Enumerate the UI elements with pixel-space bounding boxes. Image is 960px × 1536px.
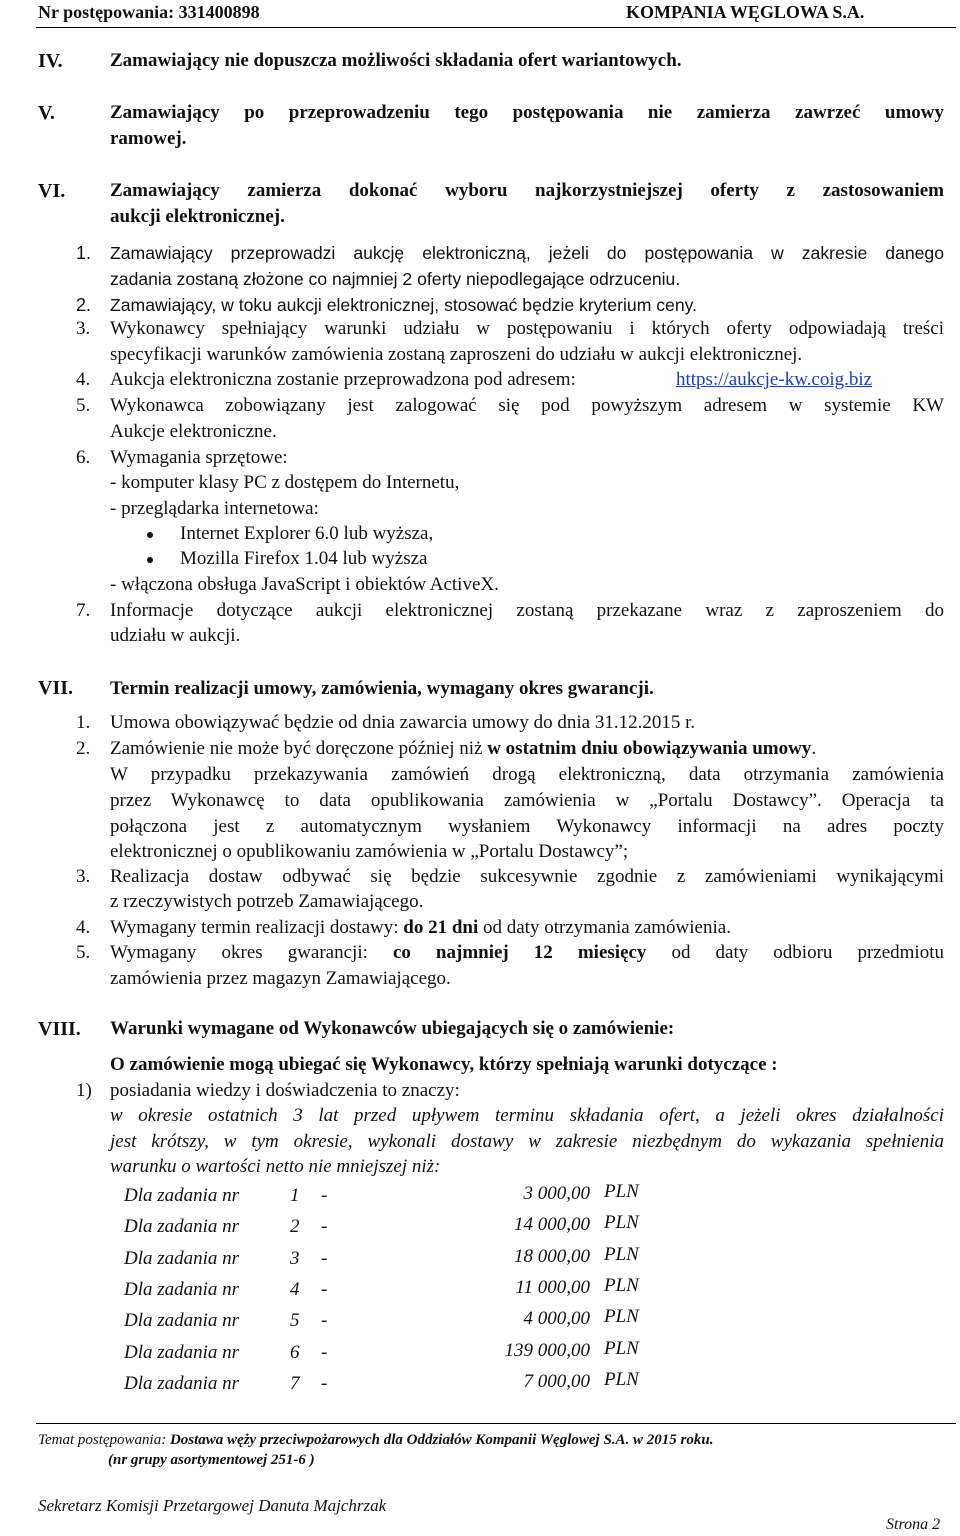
vi-item-4-number: 4. xyxy=(76,369,91,390)
vii-item-2-para-line3: połączona jest z automatycznym wysłaniem Wykonawcy informacji na adres poczty xyxy=(110,816,944,837)
vii-item-2-para-line1: W przypadku przekazywania zamówień drogą elektroniczną, data otrzymania zamówienia xyxy=(110,764,944,785)
vii-item-4-number: 4. xyxy=(76,917,91,938)
viii-item-1-number: 1) xyxy=(76,1080,92,1101)
task-number: 6 xyxy=(290,1341,300,1363)
vii-item-3-line2: z rzeczywistych potrzeb Zamawiającego. xyxy=(110,891,424,912)
viii-item-1-italic-line3: warunku o wartości netto nie mniejszej niż: xyxy=(110,1156,441,1177)
viii-item-1-text: posiadania wiedzy i doświadczenia to znaczy: xyxy=(110,1080,460,1101)
header-rule xyxy=(36,27,956,28)
footer-subject: Temat postępowania: Dostawa węży przeciwpożarowych dla Oddziałów Kompanii Węglowej S.A. w 2015 roku. xyxy=(38,1432,714,1448)
section-v-line2: ramowej. xyxy=(110,128,187,149)
task-value-row xyxy=(124,1306,664,1336)
task-dash: - xyxy=(321,1247,328,1269)
vi-item-5-line1: Wykonawca zobowiązany jest zalogować się pod powyższym adresem w systemie KW xyxy=(110,395,944,416)
section-viii-subtitle: O zamówienie mogą ubiegać się Wykonawcy, którzy spełniają warunki dotyczące : xyxy=(110,1054,778,1075)
vii-item-2-line1: Zamówienie nie może być doręczone później niż w ostatnim dniu obowiązywania umowy. xyxy=(110,738,817,759)
task-number: 2 xyxy=(290,1216,300,1238)
task-dash: - xyxy=(321,1310,328,1332)
task-dash: - xyxy=(321,1216,328,1238)
task-value-row xyxy=(124,1212,664,1242)
vi-item-6-line2: - komputer klasy PC z dostępem do Internetu, xyxy=(110,472,460,493)
section-viii-title: Warunki wymagane od Wykonawców ubiegających się o zamówienie: xyxy=(110,1018,675,1039)
vii-item-2-para-line4: elektronicznej o opublikowaniu zamówienia w „Portalu Dostawcy”; xyxy=(110,841,629,862)
bullet-icon xyxy=(147,532,153,538)
task-number: 4 xyxy=(290,1278,300,1300)
section-iv-text: Zamawiający nie dopuszcza możliwości składania ofert wariantowych. xyxy=(110,50,682,71)
section-v-number: V. xyxy=(38,102,55,124)
vii-item-1-text: Umowa obowiązywać będzie od dnia zawarcia umowy do dnia 31.12.2015 r. xyxy=(110,712,696,733)
header-case-number: Nr postępowania: 331400898 xyxy=(38,2,260,22)
footer-subject-title: Dostawa węży przeciwpożarowych dla Oddziałów Kompanii Węglowej S.A. w 2015 roku. xyxy=(169,1432,714,1448)
task-number: 1 xyxy=(290,1185,300,1206)
vi-item-5-number: 5. xyxy=(76,395,91,416)
section-iv-number: IV. xyxy=(38,50,63,72)
task-label: Dla zadania nr xyxy=(124,1372,240,1394)
vi-item-6-line4: - włączona obsługa JavaScript i obiektów ActiveX. xyxy=(110,574,499,595)
task-value-row xyxy=(124,1274,664,1305)
bullet-icon xyxy=(147,557,153,563)
task-value-row xyxy=(124,1368,664,1399)
vi-item-7-line2: udziału w aukcji. xyxy=(110,625,241,646)
task-amount: 139 000,00 xyxy=(504,1339,590,1361)
task-currency: PLN xyxy=(604,1243,639,1265)
section-vi-line2: aukcji elektronicznej. xyxy=(110,206,285,227)
task-value-row xyxy=(124,1181,664,1211)
vi-item-6-line3: - przeglądarka internetowa: xyxy=(110,498,319,519)
task-currency: PLN xyxy=(604,1368,639,1390)
vii-item-4-text: Wymagany termin realizacji dostawy: do 21 dni od daty otrzymania zamówienia. xyxy=(110,917,731,938)
vi-item-7-line1: Informacje dotyczące aukcji elektronicznej zostaną przekazane wraz z zaproszeniem do xyxy=(110,600,944,621)
task-label: Dla zadania nr xyxy=(124,1247,240,1269)
vi-item-2-line1: Zamawiający, w toku aukcji elektronicznej, stosować będzie kryterium ceny. xyxy=(110,295,698,315)
section-v-line1: Zamawiający po przeprowadzeniu tego postępowania nie zamierza zawrzeć umowy xyxy=(110,102,944,123)
task-label: Dla zadania nr xyxy=(124,1278,240,1300)
task-amount: 3 000,00 xyxy=(523,1183,590,1204)
section-vii-title: Termin realizacji umowy, zamówienia, wymagany okres gwarancji. xyxy=(110,678,654,699)
vi-item-4-text: Aukcja elektroniczna zostanie przeprowadzona pod adresem: xyxy=(110,369,576,390)
vi-item-3-line2: specyfikacji warunków zamówienia zostaną zaproszeni do udziału w aukcji elektronicznej. xyxy=(110,344,803,365)
task-dash: - xyxy=(321,1341,328,1363)
task-number: 7 xyxy=(290,1372,300,1394)
task-amount: 7 000,00 xyxy=(523,1370,590,1392)
vi-item-2-number: 2. xyxy=(76,295,92,315)
task-label: Dla zadania nr xyxy=(124,1216,240,1238)
vii-item-2-number: 2. xyxy=(76,738,91,759)
vi-item-6-line1: Wymagania sprzętowe: xyxy=(110,447,288,468)
task-label: Dla zadania nr xyxy=(124,1185,240,1206)
task-amount: 14 000,00 xyxy=(514,1214,590,1236)
task-value-row xyxy=(124,1243,664,1274)
vi-item-6-browser-ie: Internet Explorer 6.0 lub wyższa, xyxy=(180,523,434,544)
viii-item-1-italic-line1: w okresie ostatnich 3 lat przed upływem terminu składania ofert, a jeżeli okres działalności xyxy=(110,1105,944,1126)
task-dash: - xyxy=(321,1185,328,1206)
task-currency: PLN xyxy=(604,1181,639,1202)
footer-group: (nr grupy asortymentowej 251-6 ) xyxy=(108,1452,315,1468)
task-value-row xyxy=(124,1337,664,1368)
vii-item-2-emphasis: w ostatnim dniu obowiązywania umowy xyxy=(487,738,812,759)
vii-item-5-line2: zamówienia przez magazyn Zamawiającego. xyxy=(110,968,451,989)
section-vi-number: VI. xyxy=(38,180,66,202)
vii-item-5-line1: Wymagany okres gwarancji: co najmniej 12 miesięcy od daty odbioru przedmiotu xyxy=(110,942,944,963)
task-currency: PLN xyxy=(604,1274,639,1296)
task-dash: - xyxy=(321,1372,328,1394)
section-vi-line1: Zamawiający zamierza dokonać wyboru najkorzystniejszej oferty z zastosowaniem xyxy=(110,180,944,201)
footer-page-number: Strona 2 xyxy=(886,1516,941,1533)
vi-item-3-line1: Wykonawcy spełniający warunki udziału w postępowaniu i których oferty odpowiadają treści xyxy=(110,318,944,339)
vi-item-1-number: 1. xyxy=(76,243,92,263)
task-amount: 18 000,00 xyxy=(514,1245,590,1267)
task-amount: 4 000,00 xyxy=(523,1308,590,1330)
vii-item-5-number: 5. xyxy=(76,942,91,963)
vi-item-7-number: 7. xyxy=(76,600,91,621)
header-company: KOMPANIA WĘGLOWA S.A. xyxy=(626,2,865,22)
vi-item-3-number: 3. xyxy=(76,318,91,339)
viii-item-1-italic-line2: jest krótszy, w tym okresie, wykonali dostawy w zakresie niezbędnym do wykazania spełnienia xyxy=(110,1131,944,1152)
section-vii-number: VII. xyxy=(38,677,74,699)
auction-url-link[interactable]: https://aukcje-kw.coig.biz xyxy=(676,369,873,390)
task-label: Dla zadania nr xyxy=(124,1310,240,1332)
vi-item-1-line2: zadania zostaną złożone co najmniej 2 oferty niepodlegające odrzuceniu. xyxy=(110,269,681,289)
footer-secretary: Sekretarz Komisji Przetargowej Danuta Majchrzak xyxy=(38,1496,387,1515)
vi-item-5-line2: Aukcje elektroniczne. xyxy=(110,421,277,442)
task-currency: PLN xyxy=(604,1212,639,1234)
task-currency: PLN xyxy=(604,1306,639,1328)
vii-item-1-number: 1. xyxy=(76,712,91,733)
task-amount: 11 000,00 xyxy=(515,1276,590,1298)
vii-item-5-emphasis: co najmniej 12 miesięcy xyxy=(392,942,647,963)
vi-item-6-number: 6. xyxy=(76,447,91,468)
task-currency: PLN xyxy=(604,1337,639,1359)
vii-item-3-line1: Realizacja dostaw odbywać się będzie sukcesywnie zgodnie z zamówieniami wynikającymi xyxy=(110,866,944,887)
vii-item-3-number: 3. xyxy=(76,866,91,887)
vii-item-2-para-line2: przez Wykonawcę to data opublikowania zamówienia w „Portalu Dostawcy”. Operacja ta xyxy=(110,790,944,811)
section-viii-number: VIII. xyxy=(38,1018,81,1040)
vii-item-4-emphasis: do 21 dni xyxy=(403,917,479,938)
footer-rule xyxy=(36,1423,956,1424)
vi-item-6-browser-firefox: Mozilla Firefox 1.04 lub wyższa xyxy=(180,548,428,569)
task-label: Dla zadania nr xyxy=(124,1341,240,1363)
task-number: 3 xyxy=(290,1247,300,1269)
task-number: 5 xyxy=(290,1310,300,1332)
vi-item-1-line1: Zamawiający przeprowadzi aukcję elektroniczną, jeżeli do postępowania w zakresie danego xyxy=(110,243,944,263)
task-dash: - xyxy=(321,1278,328,1300)
